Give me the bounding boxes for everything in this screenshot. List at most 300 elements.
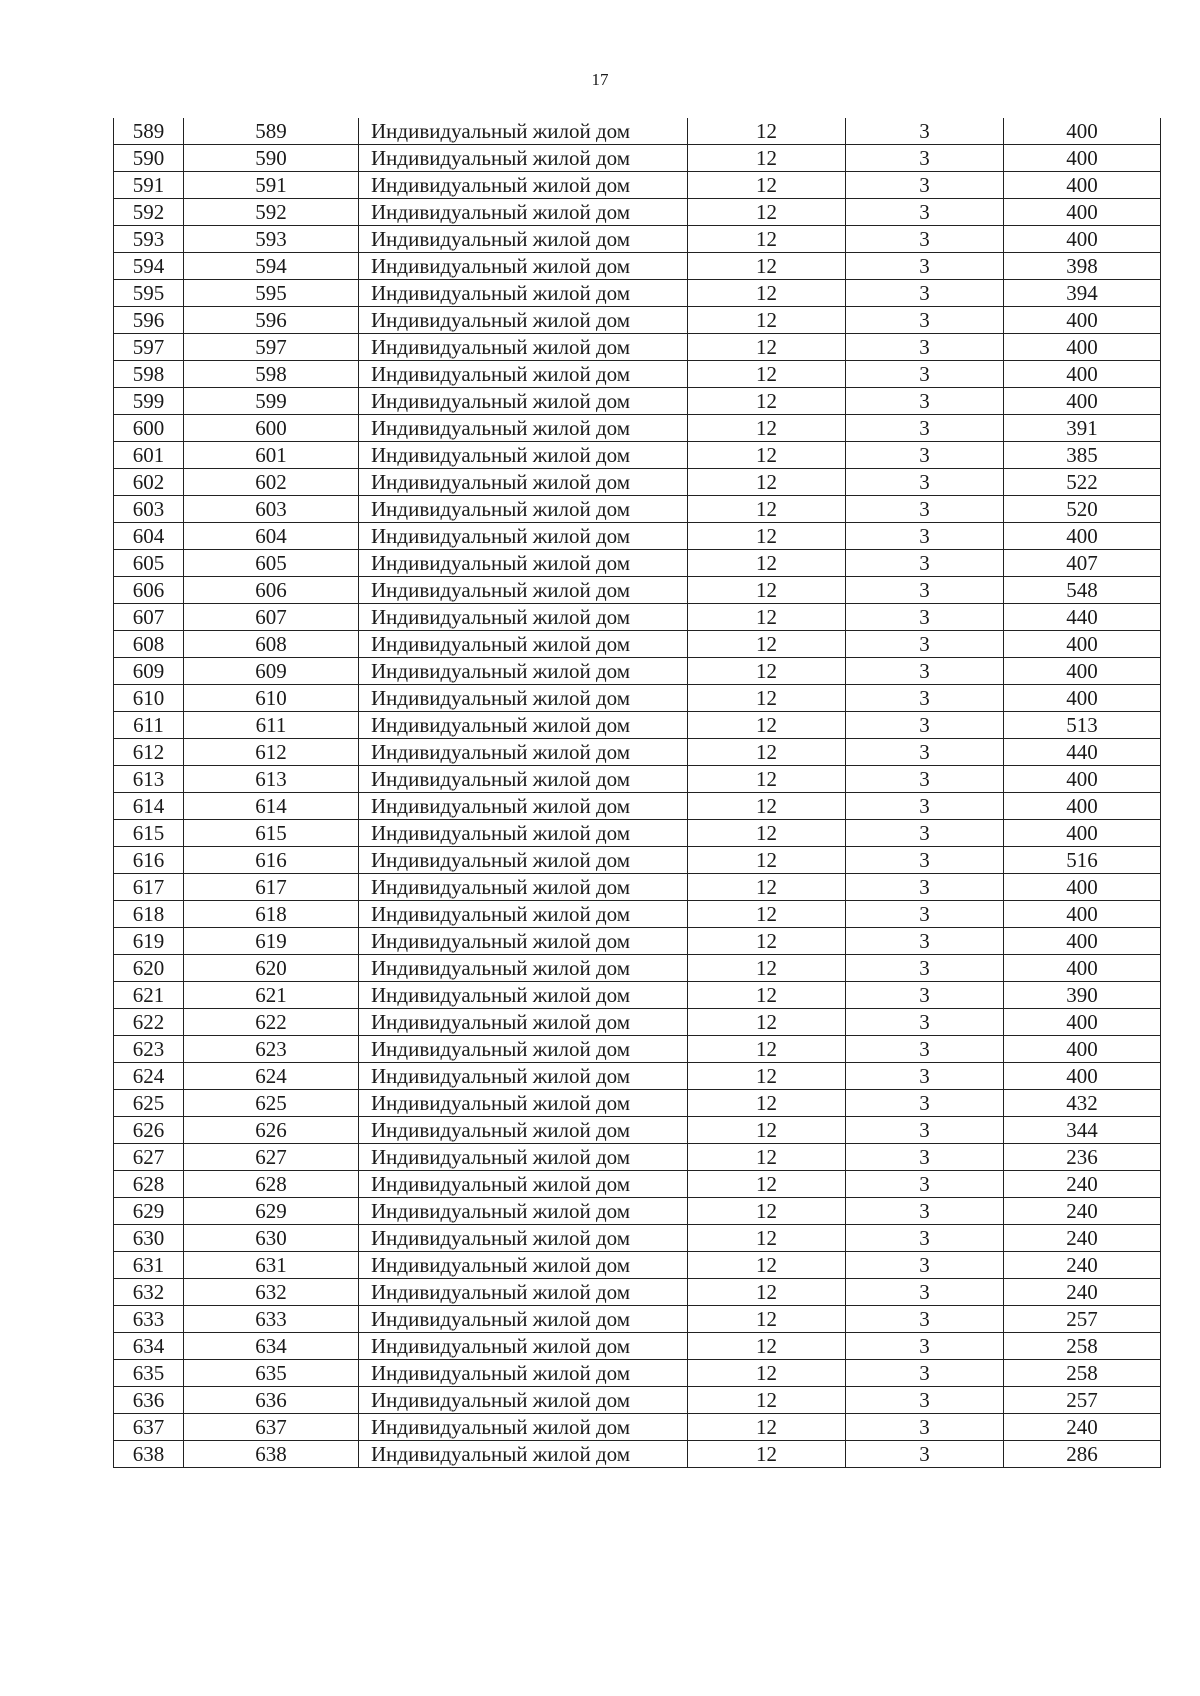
table-row — [114, 172, 1161, 199]
row-number-cell: 602 — [114, 469, 184, 496]
row-number-cell: 598 — [114, 361, 184, 388]
value-col4-cell: 12 — [688, 1144, 846, 1171]
value-col4-cell: 12 — [688, 955, 846, 982]
row-number-cell: 619 — [114, 928, 184, 955]
plot-number-cell: 604 — [184, 523, 359, 550]
plot-number-cell: 620 — [184, 955, 359, 982]
object-type-cell: Индивидуальный жилой дом — [359, 1414, 688, 1441]
table-row — [114, 847, 1161, 874]
value-col5-cell: 3 — [846, 307, 1004, 334]
value-col5-cell: 3 — [846, 469, 1004, 496]
value-col5-cell: 3 — [846, 577, 1004, 604]
value-col4-cell: 12 — [688, 388, 846, 415]
value-col5-cell: 3 — [846, 253, 1004, 280]
row-number-cell: 635 — [114, 1360, 184, 1387]
table-row — [114, 901, 1161, 928]
table-row — [114, 1090, 1161, 1117]
object-type-cell: Индивидуальный жилой дом — [359, 199, 688, 226]
area-cell: 394 — [1004, 280, 1161, 307]
object-type-cell: Индивидуальный жилой дом — [359, 118, 688, 145]
object-type-cell: Индивидуальный жилой дом — [359, 253, 688, 280]
object-type-cell: Индивидуальный жилой дом — [359, 658, 688, 685]
plot-number-cell: 624 — [184, 1063, 359, 1090]
row-number-cell: 603 — [114, 496, 184, 523]
table-row — [114, 793, 1161, 820]
value-col4-cell: 12 — [688, 307, 846, 334]
value-col4-cell: 12 — [688, 739, 846, 766]
area-cell: 548 — [1004, 577, 1161, 604]
area-cell: 240 — [1004, 1252, 1161, 1279]
row-number-cell: 624 — [114, 1063, 184, 1090]
plot-number-cell: 633 — [184, 1306, 359, 1333]
table-row — [114, 253, 1161, 280]
plot-number-cell: 598 — [184, 361, 359, 388]
row-number-cell: 601 — [114, 442, 184, 469]
row-number-cell: 627 — [114, 1144, 184, 1171]
table-row — [114, 1441, 1161, 1468]
row-number-cell: 638 — [114, 1441, 184, 1468]
plot-number-cell: 631 — [184, 1252, 359, 1279]
object-type-cell: Индивидуальный жилой дом — [359, 1279, 688, 1306]
row-number-cell: 620 — [114, 955, 184, 982]
row-number-cell: 607 — [114, 604, 184, 631]
value-col5-cell: 3 — [846, 1090, 1004, 1117]
row-number-cell: 613 — [114, 766, 184, 793]
value-col4-cell: 12 — [688, 1306, 846, 1333]
plot-number-cell: 623 — [184, 1036, 359, 1063]
value-col4-cell: 12 — [688, 1279, 846, 1306]
object-type-cell: Индивидуальный жилой дом — [359, 172, 688, 199]
object-type-cell: Индивидуальный жилой дом — [359, 901, 688, 928]
plot-number-cell: 609 — [184, 658, 359, 685]
table-row — [114, 1306, 1161, 1333]
value-col5-cell: 3 — [846, 766, 1004, 793]
plot-number-cell: 593 — [184, 226, 359, 253]
object-type-cell: Индивидуальный жилой дом — [359, 442, 688, 469]
table-row — [114, 820, 1161, 847]
value-col5-cell: 3 — [846, 415, 1004, 442]
value-col5-cell: 3 — [846, 928, 1004, 955]
table-row — [114, 496, 1161, 523]
value-col5-cell: 3 — [846, 1225, 1004, 1252]
object-type-cell: Индивидуальный жилой дом — [359, 550, 688, 577]
area-cell: 240 — [1004, 1225, 1161, 1252]
row-number-cell: 591 — [114, 172, 184, 199]
object-type-cell: Индивидуальный жилой дом — [359, 469, 688, 496]
plot-number-cell: 627 — [184, 1144, 359, 1171]
value-col4-cell: 12 — [688, 766, 846, 793]
row-number-cell: 630 — [114, 1225, 184, 1252]
table-row — [114, 982, 1161, 1009]
row-number-cell: 611 — [114, 712, 184, 739]
row-number-cell: 610 — [114, 685, 184, 712]
area-cell: 407 — [1004, 550, 1161, 577]
row-number-cell: 592 — [114, 199, 184, 226]
area-cell: 516 — [1004, 847, 1161, 874]
object-type-cell: Индивидуальный жилой дом — [359, 361, 688, 388]
plot-number-cell: 625 — [184, 1090, 359, 1117]
area-cell: 440 — [1004, 739, 1161, 766]
row-number-cell: 618 — [114, 901, 184, 928]
table-row — [114, 1036, 1161, 1063]
value-col4-cell: 12 — [688, 442, 846, 469]
object-type-cell: Индивидуальный жилой дом — [359, 847, 688, 874]
row-number-cell: 593 — [114, 226, 184, 253]
object-type-cell: Индивидуальный жилой дом — [359, 1360, 688, 1387]
row-number-cell: 614 — [114, 793, 184, 820]
object-type-cell: Индивидуальный жилой дом — [359, 523, 688, 550]
value-col4-cell: 12 — [688, 145, 846, 172]
object-type-cell: Индивидуальный жилой дом — [359, 1252, 688, 1279]
value-col4-cell: 12 — [688, 1063, 846, 1090]
table-row — [114, 658, 1161, 685]
value-col4-cell: 12 — [688, 847, 846, 874]
value-col5-cell: 3 — [846, 793, 1004, 820]
value-col4-cell: 12 — [688, 631, 846, 658]
object-type-cell: Индивидуальный жилой дом — [359, 145, 688, 172]
value-col4-cell: 12 — [688, 523, 846, 550]
area-cell: 522 — [1004, 469, 1161, 496]
value-col5-cell: 3 — [846, 1036, 1004, 1063]
value-col4-cell: 12 — [688, 1117, 846, 1144]
plot-number-cell: 611 — [184, 712, 359, 739]
plot-number-cell: 621 — [184, 982, 359, 1009]
row-number-cell: 595 — [114, 280, 184, 307]
value-col5-cell: 3 — [846, 1171, 1004, 1198]
area-cell: 240 — [1004, 1279, 1161, 1306]
object-type-cell: Индивидуальный жилой дом — [359, 1198, 688, 1225]
row-number-cell: 616 — [114, 847, 184, 874]
value-col5-cell: 3 — [846, 1063, 1004, 1090]
row-number-cell: 626 — [114, 1117, 184, 1144]
value-col5-cell: 3 — [846, 118, 1004, 145]
table-body — [114, 118, 1161, 1468]
area-cell: 400 — [1004, 523, 1161, 550]
table-row — [114, 766, 1161, 793]
value-col5-cell: 3 — [846, 1144, 1004, 1171]
object-type-cell: Индивидуальный жилой дом — [359, 955, 688, 982]
value-col5-cell: 3 — [846, 658, 1004, 685]
value-col5-cell: 3 — [846, 739, 1004, 766]
value-col4-cell: 12 — [688, 1171, 846, 1198]
row-number-cell: 623 — [114, 1036, 184, 1063]
area-cell: 400 — [1004, 361, 1161, 388]
value-col4-cell: 12 — [688, 226, 846, 253]
object-type-cell: Индивидуальный жилой дом — [359, 982, 688, 1009]
value-col5-cell: 3 — [846, 523, 1004, 550]
object-type-cell: Индивидуальный жилой дом — [359, 307, 688, 334]
plot-number-cell: 630 — [184, 1225, 359, 1252]
area-cell: 400 — [1004, 172, 1161, 199]
row-number-cell: 606 — [114, 577, 184, 604]
table-row — [114, 307, 1161, 334]
object-type-cell: Индивидуальный жилой дом — [359, 577, 688, 604]
object-type-cell: Индивидуальный жилой дом — [359, 1333, 688, 1360]
object-type-cell: Индивидуальный жилой дом — [359, 1306, 688, 1333]
table-row — [114, 928, 1161, 955]
table-row — [114, 604, 1161, 631]
area-cell: 344 — [1004, 1117, 1161, 1144]
plot-number-cell: 613 — [184, 766, 359, 793]
table-row — [114, 361, 1161, 388]
area-cell: 398 — [1004, 253, 1161, 280]
value-col4-cell: 12 — [688, 1090, 846, 1117]
plot-number-cell: 635 — [184, 1360, 359, 1387]
area-cell: 258 — [1004, 1360, 1161, 1387]
table-row — [114, 1009, 1161, 1036]
value-col4-cell: 12 — [688, 712, 846, 739]
plot-number-cell: 597 — [184, 334, 359, 361]
plot-number-cell: 596 — [184, 307, 359, 334]
value-col4-cell: 12 — [688, 172, 846, 199]
area-cell: 400 — [1004, 145, 1161, 172]
row-number-cell: 636 — [114, 1387, 184, 1414]
plot-number-cell: 607 — [184, 604, 359, 631]
area-cell: 257 — [1004, 1387, 1161, 1414]
plot-number-cell: 636 — [184, 1387, 359, 1414]
row-number-cell: 612 — [114, 739, 184, 766]
value-col5-cell: 3 — [846, 1252, 1004, 1279]
plot-number-cell: 626 — [184, 1117, 359, 1144]
area-cell: 257 — [1004, 1306, 1161, 1333]
table-row — [114, 118, 1161, 145]
table-row — [114, 1279, 1161, 1306]
value-col4-cell: 12 — [688, 1387, 846, 1414]
table-row — [114, 955, 1161, 982]
plot-number-cell: 629 — [184, 1198, 359, 1225]
row-number-cell: 605 — [114, 550, 184, 577]
plot-number-cell: 638 — [184, 1441, 359, 1468]
value-col4-cell: 12 — [688, 982, 846, 1009]
row-number-cell: 632 — [114, 1279, 184, 1306]
data-table — [113, 118, 1161, 1468]
value-col4-cell: 12 — [688, 334, 846, 361]
plot-number-cell: 610 — [184, 685, 359, 712]
row-number-cell: 594 — [114, 253, 184, 280]
table-row — [114, 1225, 1161, 1252]
object-type-cell: Индивидуальный жилой дом — [359, 712, 688, 739]
value-col5-cell: 3 — [846, 550, 1004, 577]
row-number-cell: 600 — [114, 415, 184, 442]
area-cell: 400 — [1004, 631, 1161, 658]
area-cell: 400 — [1004, 334, 1161, 361]
table-row — [114, 1333, 1161, 1360]
plot-number-cell: 616 — [184, 847, 359, 874]
area-cell: 513 — [1004, 712, 1161, 739]
value-col5-cell: 3 — [846, 901, 1004, 928]
row-number-cell: 615 — [114, 820, 184, 847]
object-type-cell: Индивидуальный жилой дом — [359, 820, 688, 847]
row-number-cell: 590 — [114, 145, 184, 172]
value-col5-cell: 3 — [846, 1387, 1004, 1414]
row-number-cell: 604 — [114, 523, 184, 550]
object-type-cell: Индивидуальный жилой дом — [359, 1387, 688, 1414]
value-col5-cell: 3 — [846, 442, 1004, 469]
table-row — [114, 199, 1161, 226]
object-type-cell: Индивидуальный жилой дом — [359, 1225, 688, 1252]
plot-number-cell: 628 — [184, 1171, 359, 1198]
object-type-cell: Индивидуальный жилой дом — [359, 226, 688, 253]
area-cell: 258 — [1004, 1333, 1161, 1360]
plot-number-cell: 591 — [184, 172, 359, 199]
area-cell: 400 — [1004, 901, 1161, 928]
table-row — [114, 334, 1161, 361]
object-type-cell: Индивидуальный жилой дом — [359, 280, 688, 307]
area-cell: 286 — [1004, 1441, 1161, 1468]
area-cell: 440 — [1004, 604, 1161, 631]
value-col4-cell: 12 — [688, 280, 846, 307]
value-col4-cell: 12 — [688, 901, 846, 928]
table-row — [114, 577, 1161, 604]
value-col4-cell: 12 — [688, 469, 846, 496]
value-col5-cell: 3 — [846, 361, 1004, 388]
area-cell: 385 — [1004, 442, 1161, 469]
area-cell: 400 — [1004, 388, 1161, 415]
plot-number-cell: 602 — [184, 469, 359, 496]
value-col5-cell: 3 — [846, 820, 1004, 847]
value-col5-cell: 3 — [846, 1117, 1004, 1144]
area-cell: 432 — [1004, 1090, 1161, 1117]
value-col4-cell: 12 — [688, 199, 846, 226]
value-col5-cell: 3 — [846, 388, 1004, 415]
area-cell: 240 — [1004, 1414, 1161, 1441]
area-cell: 400 — [1004, 199, 1161, 226]
row-number-cell: 637 — [114, 1414, 184, 1441]
area-cell: 400 — [1004, 793, 1161, 820]
row-number-cell: 596 — [114, 307, 184, 334]
row-number-cell: 608 — [114, 631, 184, 658]
value-col4-cell: 12 — [688, 550, 846, 577]
row-number-cell: 617 — [114, 874, 184, 901]
value-col4-cell: 12 — [688, 253, 846, 280]
plot-number-cell: 595 — [184, 280, 359, 307]
object-type-cell: Индивидуальный жилой дом — [359, 928, 688, 955]
plot-number-cell: 614 — [184, 793, 359, 820]
table-row — [114, 1171, 1161, 1198]
area-cell: 400 — [1004, 1063, 1161, 1090]
value-col5-cell: 3 — [846, 982, 1004, 1009]
value-col4-cell: 12 — [688, 361, 846, 388]
plot-number-cell: 608 — [184, 631, 359, 658]
table-row — [114, 145, 1161, 172]
plot-number-cell: 599 — [184, 388, 359, 415]
row-number-cell: 609 — [114, 658, 184, 685]
object-type-cell: Индивидуальный жилой дом — [359, 1036, 688, 1063]
plot-number-cell: 618 — [184, 901, 359, 928]
value-col4-cell: 12 — [688, 1441, 846, 1468]
value-col4-cell: 12 — [688, 1009, 846, 1036]
plot-number-cell: 617 — [184, 874, 359, 901]
plot-number-cell: 637 — [184, 1414, 359, 1441]
data-table-container — [113, 118, 1160, 1468]
plot-number-cell: 615 — [184, 820, 359, 847]
value-col5-cell: 3 — [846, 226, 1004, 253]
table-row — [114, 1144, 1161, 1171]
plot-number-cell: 594 — [184, 253, 359, 280]
table-row — [114, 523, 1161, 550]
area-cell: 400 — [1004, 766, 1161, 793]
value-col5-cell: 3 — [846, 955, 1004, 982]
value-col5-cell: 3 — [846, 1360, 1004, 1387]
area-cell: 400 — [1004, 307, 1161, 334]
table-row — [114, 550, 1161, 577]
plot-number-cell: 606 — [184, 577, 359, 604]
row-number-cell: 597 — [114, 334, 184, 361]
table-row — [114, 280, 1161, 307]
value-col5-cell: 3 — [846, 847, 1004, 874]
plot-number-cell: 605 — [184, 550, 359, 577]
value-col5-cell: 3 — [846, 145, 1004, 172]
area-cell: 400 — [1004, 685, 1161, 712]
value-col4-cell: 12 — [688, 415, 846, 442]
object-type-cell: Индивидуальный жилой дом — [359, 631, 688, 658]
row-number-cell: 633 — [114, 1306, 184, 1333]
table-row — [114, 712, 1161, 739]
area-cell: 390 — [1004, 982, 1161, 1009]
row-number-cell: 629 — [114, 1198, 184, 1225]
area-cell: 400 — [1004, 874, 1161, 901]
value-col5-cell: 3 — [846, 1441, 1004, 1468]
value-col5-cell: 3 — [846, 1333, 1004, 1360]
table-row — [114, 388, 1161, 415]
table-row — [114, 1063, 1161, 1090]
table-row — [114, 631, 1161, 658]
table-row — [114, 739, 1161, 766]
row-number-cell: 621 — [114, 982, 184, 1009]
object-type-cell: Индивидуальный жилой дом — [359, 874, 688, 901]
area-cell: 400 — [1004, 226, 1161, 253]
area-cell: 520 — [1004, 496, 1161, 523]
value-col4-cell: 12 — [688, 793, 846, 820]
table-row — [114, 469, 1161, 496]
value-col4-cell: 12 — [688, 1252, 846, 1279]
table-row — [114, 1360, 1161, 1387]
plot-number-cell: 601 — [184, 442, 359, 469]
object-type-cell: Индивидуальный жилой дом — [359, 793, 688, 820]
value-col5-cell: 3 — [846, 1306, 1004, 1333]
value-col5-cell: 3 — [846, 631, 1004, 658]
plot-number-cell: 589 — [184, 118, 359, 145]
object-type-cell: Индивидуальный жилой дом — [359, 334, 688, 361]
value-col4-cell: 12 — [688, 658, 846, 685]
object-type-cell: Индивидуальный жилой дом — [359, 415, 688, 442]
area-cell: 400 — [1004, 118, 1161, 145]
value-col4-cell: 12 — [688, 1333, 846, 1360]
row-number-cell: 631 — [114, 1252, 184, 1279]
value-col4-cell: 12 — [688, 118, 846, 145]
value-col5-cell: 3 — [846, 874, 1004, 901]
object-type-cell: Индивидуальный жилой дом — [359, 1090, 688, 1117]
value-col4-cell: 12 — [688, 577, 846, 604]
object-type-cell: Индивидуальный жилой дом — [359, 739, 688, 766]
row-number-cell: 634 — [114, 1333, 184, 1360]
page-number: 17 — [591, 70, 609, 89]
value-col4-cell: 12 — [688, 928, 846, 955]
plot-number-cell: 619 — [184, 928, 359, 955]
value-col4-cell: 12 — [688, 1414, 846, 1441]
area-cell: 400 — [1004, 928, 1161, 955]
table-row — [114, 226, 1161, 253]
row-number-cell: 589 — [114, 118, 184, 145]
table-row — [114, 1198, 1161, 1225]
table-row — [114, 442, 1161, 469]
object-type-cell: Индивидуальный жилой дом — [359, 1171, 688, 1198]
value-col5-cell: 3 — [846, 1279, 1004, 1306]
area-cell: 391 — [1004, 415, 1161, 442]
area-cell: 400 — [1004, 1009, 1161, 1036]
plot-number-cell: 603 — [184, 496, 359, 523]
area-cell: 240 — [1004, 1198, 1161, 1225]
